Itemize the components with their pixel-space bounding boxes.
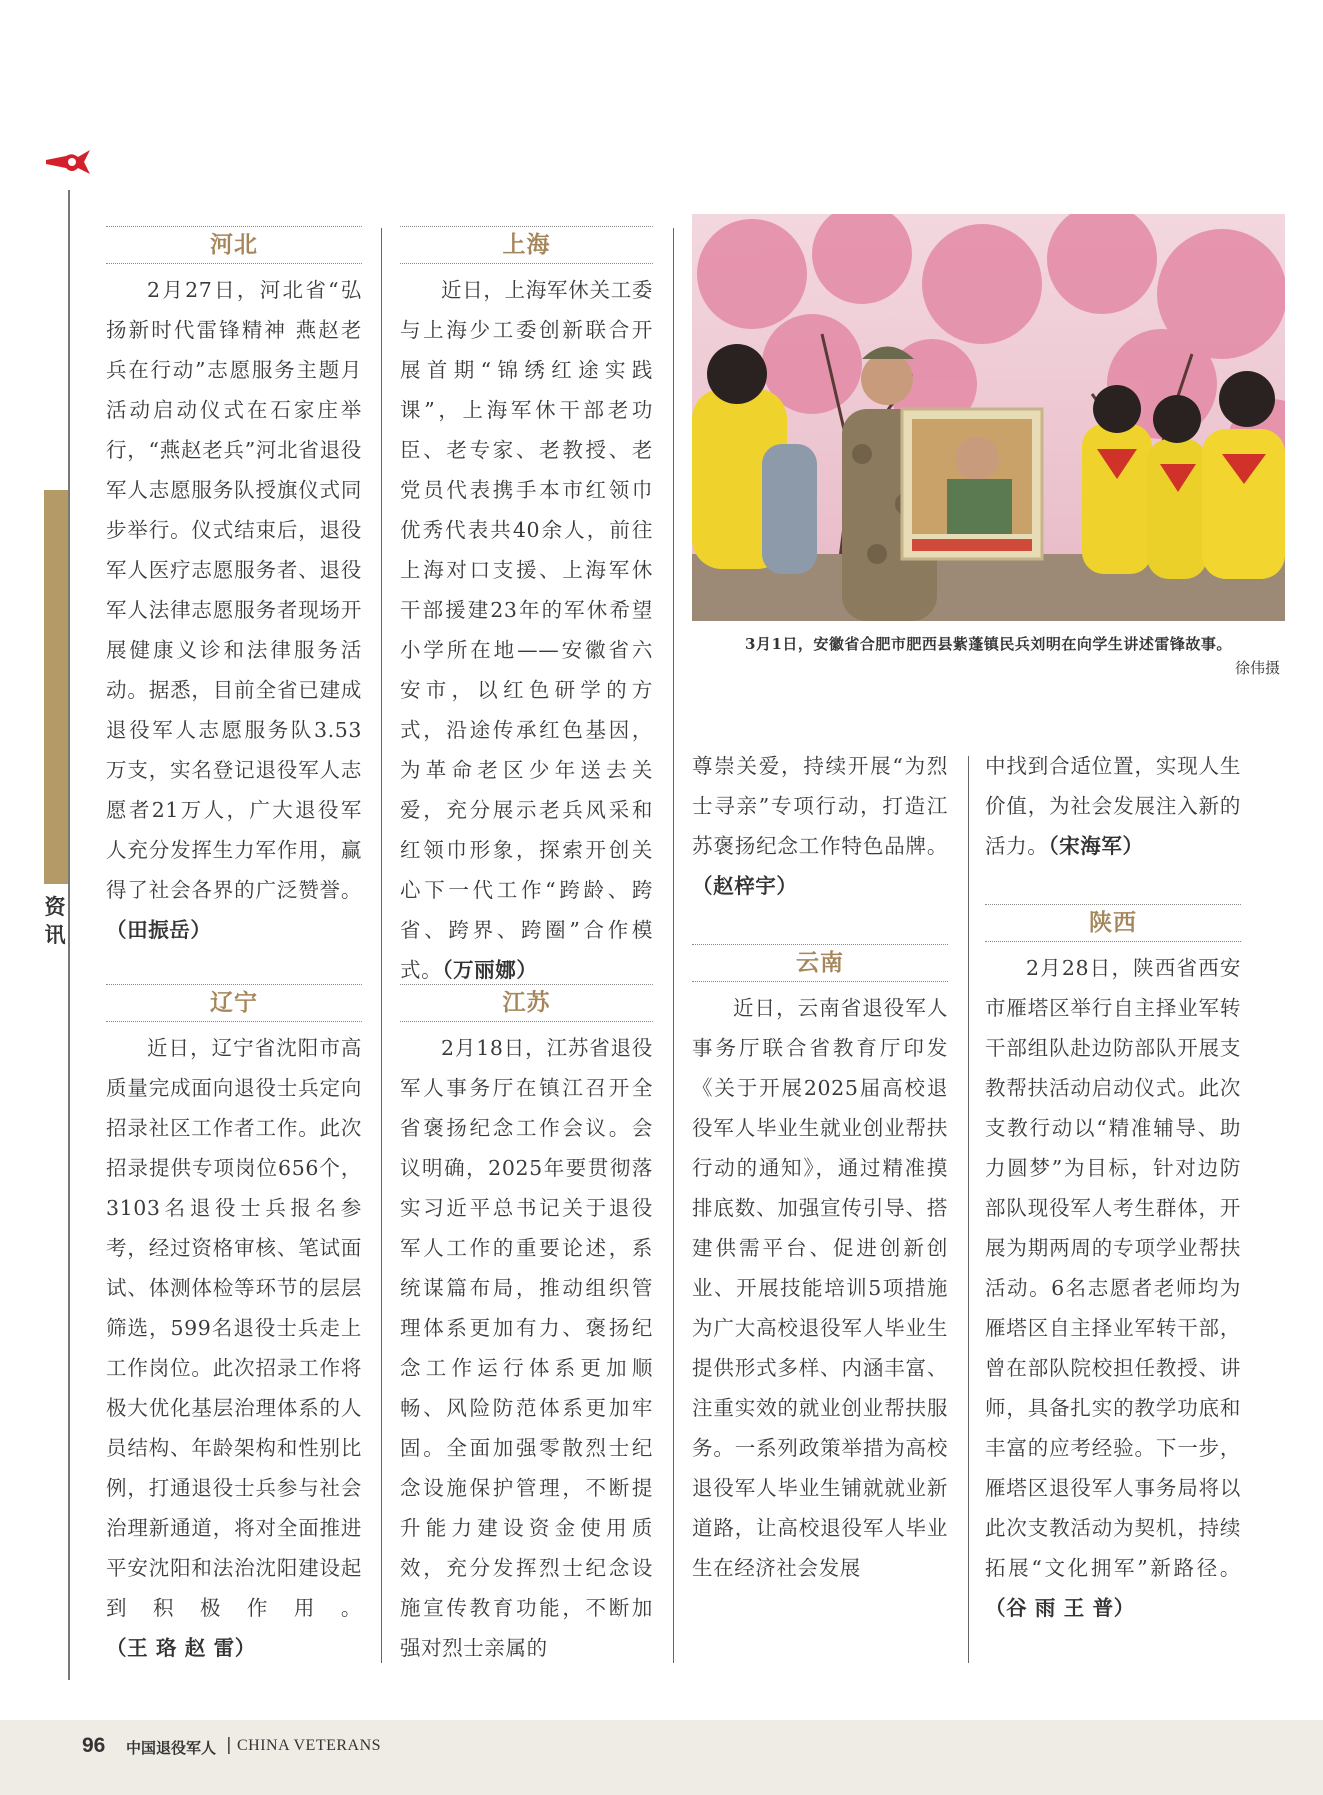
article-body bbox=[985, 746, 1241, 866]
magazine-name-en: CHINA VETERANS bbox=[237, 1737, 382, 1754]
heading-rule bbox=[400, 1021, 653, 1022]
article-author: （谷 雨 王 普） bbox=[985, 1596, 1135, 1620]
article-body bbox=[400, 270, 653, 990]
footer-separator: | bbox=[226, 1735, 232, 1755]
spine-line bbox=[68, 190, 70, 1680]
article-text: 2月18日，江苏省退役军人事务厅在镇江召开全省褒扬纪念工作会议。会议明确，2025年要贯彻落实习近平总书记关于退役军人工作的重要论述，系统谋篇布局，推动组织管理体系更加有力、褒扬纪念工作运行体系更加顺畅、风险防范体系更加牢固。全面加强零散烈士纪念设施保护管理，不断提升能力建设资金使用质效，充分发挥烈士纪念设施宣传教育功能，不断加强对烈士亲属的 bbox=[400, 1036, 653, 1660]
heading-rule bbox=[985, 941, 1241, 942]
article-text: 近日，上海军休关工委与上海少工委创新联合开展首期“锦绣红途实践课”，上海军休干部老功臣、老专家、老教授、老党员代表携手本市红领巾优秀代表共40余人，前往上海对口支援、上海军休干部援建23年的军休希望小学所在地——安徽省六安市，以红色研学的方式，沿途传承红色基因，为革命老区少年送去关爱，充分展示老兵风采和红领巾形象，探索开创关心下一代工作“跨龄、跨省、跨界、跨圈”合作模式。 bbox=[400, 278, 653, 982]
article-jiangsu bbox=[400, 984, 653, 1668]
article-text: 尊崇关爱，持续开展“为烈士寻亲”专项行动，打造江苏褒扬纪念工作特色品牌。 bbox=[692, 754, 948, 858]
article-text: 近日，辽宁省沈阳市高质量完成面向退役士兵定向招录社区工作者工作。此次招录提供专项岗位656个，3103名退役士兵报名参考，经过资格审核、笔试面试、体测体检等环节的层层筛选，599名退役士兵走上工作岗位。此次招录工作将极大优化基层治理体系的人员结构、年龄架构和性别比例，打通退役士兵参与社会治理新通道，将对全面推进平安沈阳和法治沈阳建设起到积极作用。 bbox=[106, 1036, 362, 1620]
article-body bbox=[106, 1028, 362, 1668]
magazine-name-cn: 中国退役军人 bbox=[126, 1739, 217, 1757]
article-body bbox=[692, 988, 948, 1588]
photo-illustration bbox=[692, 214, 1285, 621]
article-yunnan bbox=[692, 944, 948, 1588]
article-shaanxi bbox=[985, 904, 1241, 1628]
article-yunnan-continued bbox=[985, 746, 1241, 866]
photo bbox=[692, 214, 1285, 621]
article-author: （万丽娜） bbox=[442, 958, 538, 982]
section-label: 资讯 bbox=[44, 895, 66, 947]
article-heading: 河北 bbox=[210, 232, 258, 258]
article-author: （赵梓宇） bbox=[692, 874, 798, 898]
photo-credit: 徐伟摄 bbox=[1234, 659, 1280, 677]
heading-rule bbox=[692, 981, 948, 982]
article-text: 2月27日，河北省“弘扬新时代雷锋精神 燕赵老兵在行动”志愿服务主题月活动启动仪式在石家庄举行，“燕赵老兵”河北省退役军人志愿服务队授旗仪式同步举行。仪式结束后，退役军人医疗志愿服务者、退役军人法律志愿服务者现场开展健康义诊和法律服务活动。据悉，目前全省已建成退役军人志愿服务队3.53万支，实名登记退役军人志愿者21万人，广大退役军人充分发挥生力军作用，赢得了社会各界的广泛赞誉。 bbox=[106, 278, 362, 902]
article-body bbox=[985, 948, 1241, 1628]
article-author: （田振岳） bbox=[106, 918, 212, 942]
photo-caption: 3月1日，安徽省合肥市肥西县紫蓬镇民兵刘明在向学生讲述雷锋故事。 bbox=[745, 635, 1232, 653]
column-divider bbox=[381, 228, 382, 1663]
article-heading: 云南 bbox=[796, 950, 844, 976]
column-divider bbox=[968, 756, 969, 1663]
article-liaoning bbox=[106, 984, 362, 1668]
article-heading: 辽宁 bbox=[210, 990, 258, 1016]
article-heading: 陕西 bbox=[1089, 910, 1137, 936]
article-body bbox=[692, 746, 948, 906]
magazine-logo-icon bbox=[44, 148, 92, 178]
page-number: 96 bbox=[82, 1734, 106, 1757]
section-bar bbox=[44, 490, 68, 884]
article-heading: 上海 bbox=[502, 232, 551, 258]
column-divider bbox=[673, 228, 674, 1663]
article-body bbox=[106, 270, 362, 950]
article-author: （宋海军） bbox=[1048, 834, 1144, 858]
heading-rule bbox=[400, 263, 653, 264]
article-text: 中找到合适位置，实现人生价值，为社会发展注入新的活力。 bbox=[985, 754, 1241, 858]
article-body bbox=[400, 1028, 653, 1668]
heading-rule bbox=[106, 1021, 362, 1022]
article-heading: 江苏 bbox=[502, 990, 551, 1016]
article-shanghai bbox=[400, 226, 653, 990]
article-hebei bbox=[106, 226, 362, 950]
article-text: 2月28日，陕西省西安市雁塔区举行自主择业军转干部组队赴边防部队开展支教帮扶活动启动仪式。此次支教行动以“精准辅导、助力圆梦”为目标，针对边防部队现役军人考生群体，开展为期两周的专项学业帮扶活动。6名志愿者老师均为雁塔区自主择业军转干部，曾在部队院校担任教授、讲师，具备扎实的教学功底和丰富的应考经验。下一步，雁塔区退役军人事务局将以此次支教活动为契机，持续拓展“文化拥军”新路径。 bbox=[985, 956, 1241, 1580]
heading-rule bbox=[106, 263, 362, 264]
article-author: （王 珞 赵 雷） bbox=[106, 1636, 256, 1660]
article-text: 近日，云南省退役军人事务厅联合省教育厅印发《关于开展2025届高校退役军人毕业生就业创业帮扶行动的通知》，通过精准摸排底数、加强宣传引导、搭建供需平台、促进创新创业、开展技能培训5项措施为广大高校退役军人毕业生提供形式多样、内涵丰富、注重实效的就业创业帮扶服务。一系列政策举措为高校退役军人毕业生铺就就业新道路，让高校退役军人毕业生在经济社会发展 bbox=[692, 996, 948, 1580]
article-jiangsu-continued bbox=[692, 746, 948, 906]
